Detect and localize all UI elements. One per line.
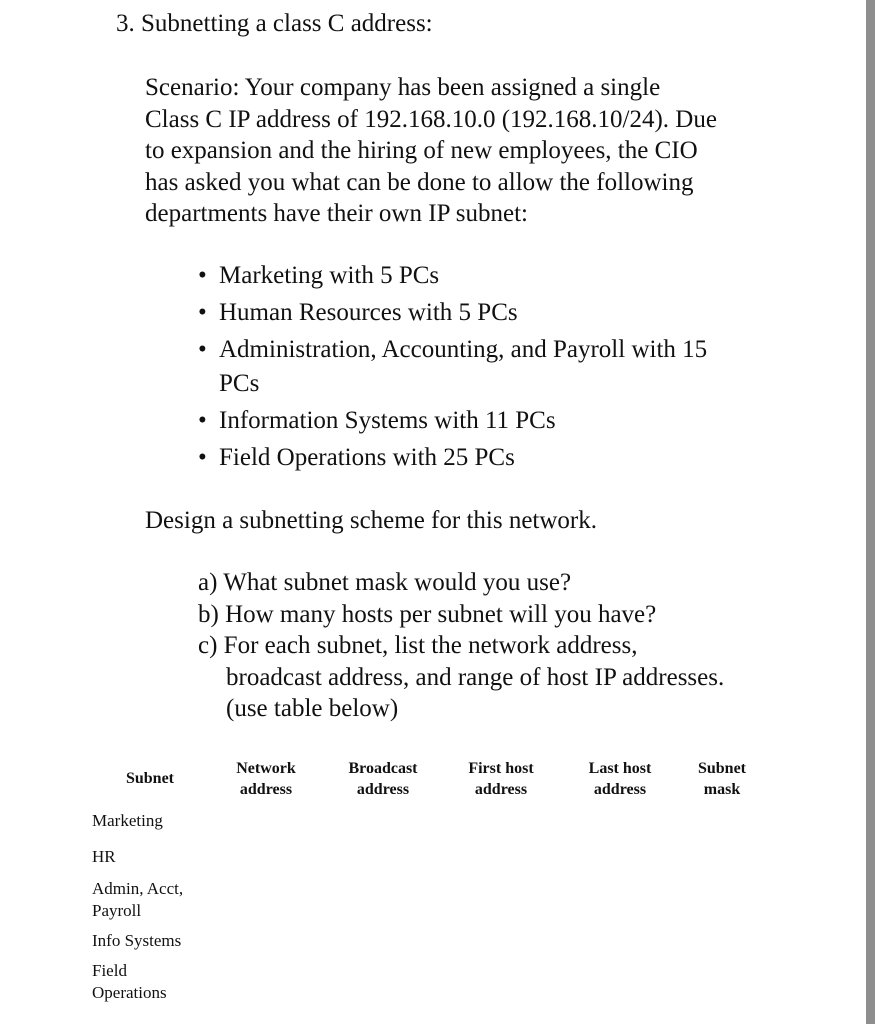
page-edge-bar xyxy=(866,0,875,1024)
question-heading: 3. Subnetting a class C address: xyxy=(116,10,433,37)
table-row-label: Field Operations xyxy=(92,961,167,1002)
department-item xyxy=(198,441,798,475)
question-c-continued: broadcast address, and range of host IP addresses. xyxy=(226,663,725,691)
design-instruction: Design a subnetting scheme for this network. xyxy=(145,507,597,534)
scenario-line: departments have their own IP subnet: xyxy=(145,200,529,227)
table-row-label: Marketing xyxy=(92,811,163,830)
header-last-host-address: Last host address xyxy=(588,760,652,798)
scenario-line: Scenario: Your company has been assigned a single xyxy=(145,74,661,101)
scenario-line: Class C IP address of 192.168.10.0 (192.168.10/24). Due xyxy=(145,105,717,133)
scenario-line: has asked you what can be done to allow the following xyxy=(145,168,694,196)
department-text: Human Resources with 5 PCs xyxy=(219,299,518,326)
question-c: c) For each subnet, list the network address, xyxy=(198,632,638,660)
department-item xyxy=(198,404,798,438)
question-c-note: (use table below) xyxy=(226,695,399,723)
header-network-address: Network address xyxy=(236,760,296,798)
department-item xyxy=(198,296,798,330)
department-text: Marketing with 5 PCs xyxy=(219,262,440,289)
header-first-host-address: First host address xyxy=(468,760,534,798)
table-row-label: Info Systems xyxy=(92,931,182,950)
department-text: Administration, Accounting, and Payroll with 15 xyxy=(219,336,708,363)
department-list xyxy=(198,259,798,478)
scenario-line: to expansion and the hiring of new employees, the CIO xyxy=(145,137,698,164)
header-subnet: Subnet xyxy=(125,770,175,787)
header-broadcast-address: Broadcast address xyxy=(348,760,418,798)
table-row-label: HR xyxy=(92,847,116,866)
department-text: Information Systems with 11 PCs xyxy=(219,407,556,434)
question-list xyxy=(198,567,798,725)
question-b: b) How many hosts per subnet will you have? xyxy=(198,600,657,628)
table-row-label: Admin, Acct, Payroll xyxy=(92,879,184,920)
department-text: Field Operations with 25 PCs xyxy=(219,444,515,471)
department-item xyxy=(198,259,798,293)
department-text-continued: PCs xyxy=(219,370,260,397)
question-a: a) What subnet mask would you use? xyxy=(198,569,572,596)
scenario-paragraph xyxy=(145,72,785,230)
header-subnet-mask: Subnet mask xyxy=(697,760,747,798)
department-item xyxy=(198,333,798,401)
